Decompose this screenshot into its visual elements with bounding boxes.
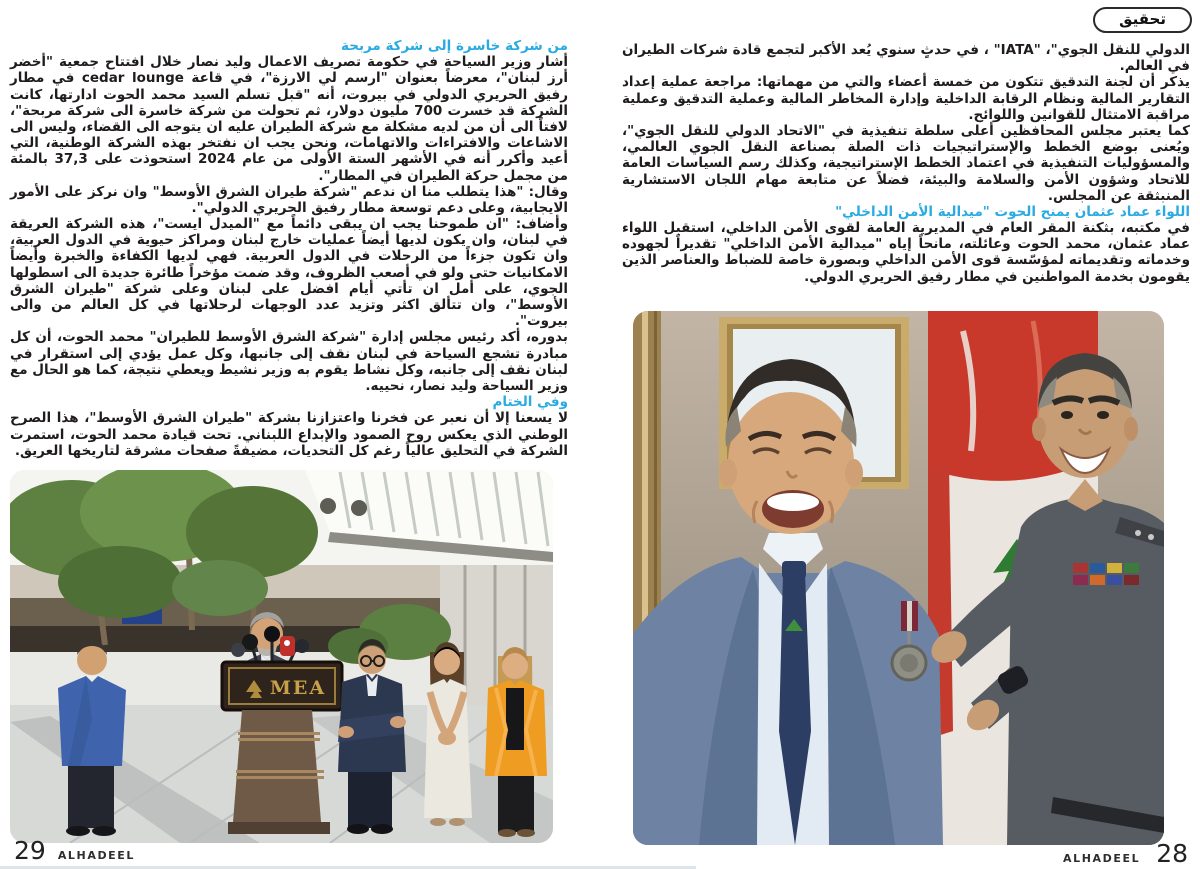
- press-conference-photo: [10, 470, 553, 843]
- left-page-footer: [14, 836, 135, 865]
- page-number: 28: [1156, 839, 1188, 868]
- magazine-brand: ALHADEEL: [1062, 852, 1141, 865]
- red-microphone: [280, 636, 295, 656]
- article-paragraph: لا يسعنا إلا أن نعبر عن فخرنا واعتزازنا بشركة "طيران الشرق الأوسط"، هذا الصرح الوطني الذي يعكس روح الصمود والإبداع اللبناني. تحت قيادة محمد الحوت، استمرت الشركة في التحليق عالياً رغم كل التحديات، مضيفةً صفحات مشرقة لتاريخها العريق.: [10, 410, 568, 459]
- magazine-brand: ALHADEEL: [57, 849, 136, 862]
- medal-ceremony-photo: [633, 311, 1164, 845]
- right-page-footer: [1063, 839, 1188, 868]
- section-tag: [1093, 7, 1192, 33]
- subheading-profit: من شركة خاسرة إلى شركة مربحة: [341, 38, 568, 54]
- article-paragraph: وقال: "هذا يتطلب منا ان ندعم "شركة طيران الشرق الأوسط" وان نركز على الأمور الايجابية، وعلى دعم توسعة مطار رفيق الحريري الدولي".: [10, 183, 568, 216]
- article-paragraph: الدولي للنقل الجوي"، "IATA" ، في حدثٍ سنوي يُعد الأكبر لتجمع قادة شركات الطيران في العالم.: [622, 42, 1190, 75]
- article-paragraph: يذكر أن لجنة التدقيق تتكون من خمسة أعضاء والتي من مهماتها: مراجعة عملية إعداد التقارير المالية ونظام الرقابة الداخلية وإدارة المخاطر المالية وعملية التدقيق وعملية مراقبة الامتثال للقوانين واللوائح.: [622, 74, 1190, 123]
- article-paragraph: في مكتبه، بثكنة المقر العام في المديرية العامة لقوى الأمن الداخلي، استقبل اللواء عماد عثمان، محمد الحوت وعائلته، مانحاً إياه "ميدالية الأمن الداخلي" تقديراً لجهوده وخدماته وتقديماته لمؤسّسة قوى الأمن الداخلي وبصورة خاصة للضباط والعناصر الذين يقومون بخدمة المواطنين في مطار رفيق الحريري الدولي.: [622, 220, 1190, 285]
- ceiling-spotlight: [320, 498, 336, 514]
- podium-label: MEA: [269, 677, 327, 699]
- subheading-medal: اللواء عماد عثمان يمنح الحوت "ميدالية الأمن الداخلي": [835, 203, 1190, 220]
- section-tag-label: تحقيق: [1119, 10, 1166, 28]
- subheading-closing: وفي الختام: [492, 394, 568, 411]
- ceiling-spotlight: [351, 500, 367, 516]
- article-paragraph: كما يعتبر مجلس المحافظين أعلى سلطة تنفيذية في "الاتحاد الدولي للنقل الجوي"، ويُعنى بوضع الخطط والإستراتيجيات ذات الصلة بصناعة النقل الجوي العالمي، والمسؤوليات التنفيذية في اعتماد الخطط الإستراتيجية، وكذلك رسم السياسات العامة للاتحاد وشؤون الأمن والسلامة والبيئة، فضلاً عن متابعة مهام اللجان الاستشارية المنبثقة عن المجلس.: [622, 122, 1190, 204]
- article-paragraph: أشار وزير السياحة في حكومة تصريف الاعمال وليد نصار خلال افتتاح جمعية "أخضر أرز لبنان"، معرضاً بعنوان "ارسم لي الارزة"، في قاعة cedar lounge في مطار رفيق الحريري الدولي في بيروت، أنه "قبل تسلم السيد محمد الحوت ادارتها، كانت الشركة قد خسرت 700 مليون دولار، ثم تحولت من شركة خاسرة الى شركة مربحة"، لافتاً الى أن من لديه مشكلة مع شركة الطيران عليه ان يتوجه الى القضاء، وليس الى الاشاعات والافتراءات والاتهامات، ونحن يجب ان نفتخر بهذه الشركة الوطنية، التي أعيد وأكرر أنه في الأشهر الستة الأولى من عام 2024 استحوذت على 37,3 بالمئة من مجمل حركة الطيران في المطار".: [10, 54, 569, 184]
- page-number: 29: [14, 836, 46, 865]
- left-page-article: [10, 38, 568, 459]
- right-page-article: [622, 42, 1190, 285]
- article-paragraph: بدوره، أكد رئيس مجلس إدارة "شركة الشرق الأوسط للطيران" محمد الحوت، أن كل مبادرة تشجع السياحة في لبنان نقف إلى جانبها، وكل عمل يؤدي إلى استقرار في لبنان نقف إلى جانبه، وكل نشاط يقوم به وزير نشيط ويعطي نتيجة، كما هو الحال مع وزير السياحة وليد نصار، نحييه.: [10, 329, 568, 394]
- article-paragraph: وأضاف: "ان طموحنا يجب ان يبقى دائماً مع "الميدل ايست"، هذه الشركة العريقة في لبنان، وان يكون لديها أيضاً عمليات خارج لبنان ومراكز حيوية في الدول العربية، وان تكون جزءاً من الرحلات في الدول العربية. فهي لديها الكفاءة والخبرة وأيضاً الامكانيات حتى ولو في أصعب الظروف، وقد ضمت مؤخراً طائرة جديدة الى اسطولها الجوي، على أمل ان تأتي أيام افضل على لبنان وعلى شركة "طيران الشرق الأوسط"، وان تتألق اكثر وتزيد عدد الوجهات لرحلاتها في كل العالم من والى بيروت".: [10, 216, 568, 330]
